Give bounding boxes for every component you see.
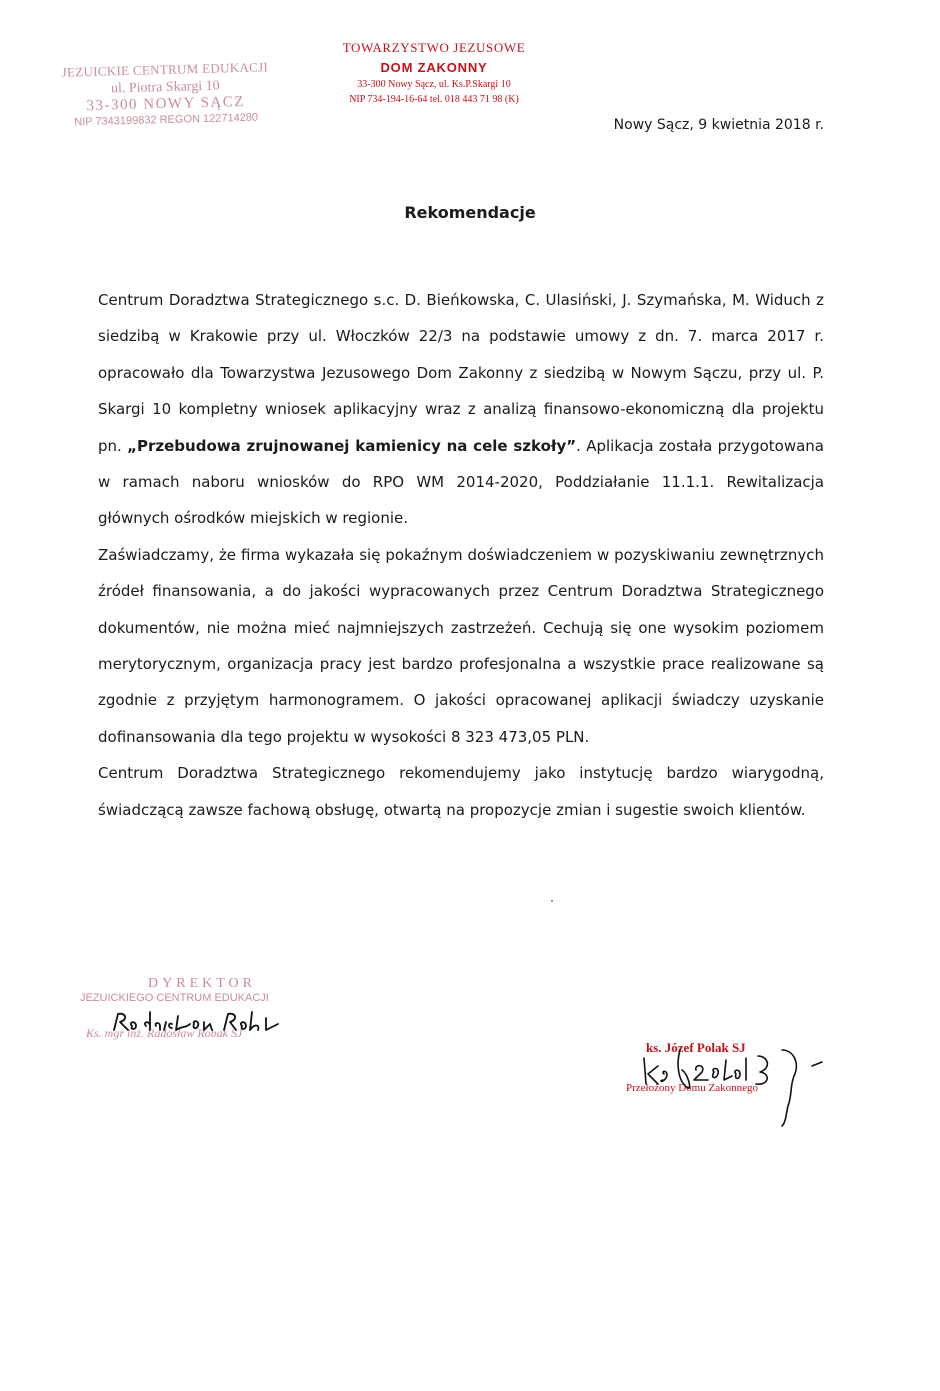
paragraph-text: Centrum Doradztwa Strategicznego s.c. D. Bieńkowska, C. Ulasiński, J. Szymańska, M. Widuch z siedzibą w Krakowie przy ul. Włoczków 22/3 na podstawie umowy z dn. 7. marca 2017 r. opracowało dla Towarzystwa Jezusowego Dom Zakonny z siedzibą w Nowym Sączu, przy ul. P. Skargi 10 kompletny wniosek aplikacyjny wraz z analizą finansowo-ekonomiczną dla projektu pn.	[98, 291, 824, 455]
stamp-line: JEZUICKIE CENTRUM EDUKACJI	[61, 59, 269, 80]
speck	[551, 900, 553, 902]
letter-body	[98, 282, 824, 828]
stamp-towarzystwo-jezusowe	[328, 40, 540, 105]
stamp-line: TOWARZYSTWO JEZUSOWE	[342, 40, 526, 55]
signature-left	[82, 1004, 292, 1040]
letter-date: Nowy Sącz, 9 kwietnia 2018 r.	[613, 117, 824, 133]
paragraph-3: Centrum Doradztwa Strategicznego rekomendujemy jako instytucję bardzo wiarygodną, świadczącą zawsze fachową obsługę, otwartą na propozycje zmian i sugestie swoich klientów.	[98, 764, 824, 819]
stamp-line: 33-300 NOWY SĄCZ	[86, 93, 246, 115]
stamp-line: ul. Piotra Skargi 10	[110, 78, 220, 97]
paragraph-2: Zaświadczamy, że firma wykazała się pokaźnym doświadczeniem w pozyskiwaniu zewnętrznych źródeł finansowania, a do jakości wypracowanych przez Centrum Doradztwa Strategicznego dokumentów, nie można mieć najmniejszych zastrzeżeń. Cechują się one wysokim poziomem merytorycznym, organizacja pracy jest bardzo profesjonalna a wszystkie prace realizowane są zgodnie z przyjętym harmonogramem. O jakości opracowanej aplikacji świadczy uzyskanie dofinansowania dla tego projektu w wysokości 8 323 473,05 PLN.	[98, 545, 824, 746]
stamp-line: JEZUICKIEGO CENTRUM EDUKACJI	[80, 992, 269, 1004]
stamp-line: NIP 734-194-16-64 tel. 018 443 71 98 (K)	[349, 94, 519, 105]
stamp-line: DOM ZAKONNY	[380, 60, 488, 75]
project-name: „Przebudowa zrujnowanej kamienicy na cele szkoły”	[127, 436, 577, 455]
stamp-line: 33-300 Nowy Sącz, ul. Ks.P.Skargi 10	[357, 79, 511, 90]
letter-title: Rekomendacje	[404, 203, 536, 222]
stamp-jezuickie-centrum	[57, 59, 274, 129]
stamp-line: Przełożony Domu Zakonnego	[626, 1082, 758, 1094]
paragraph-1	[98, 282, 824, 537]
stamp-line: ks. Józef Polak SJ	[646, 1040, 746, 1055]
paragraph-text: . Aplikacja została przygotowana w ramach naboru wniosków do RPO WM 2014-2020, Poddziałanie 11.1.1. Rewitalizacja głównych ośrodków miejskich w regionie.	[98, 436, 824, 528]
signature-right	[636, 1040, 836, 1130]
stamp-line: Ks. mgr inż. Radosław Robak SJ	[86, 1026, 243, 1040]
stamp-line: NIP 7343199832 REGON 122714280	[74, 111, 259, 129]
stamp-line: DYREKTOR	[148, 976, 256, 991]
